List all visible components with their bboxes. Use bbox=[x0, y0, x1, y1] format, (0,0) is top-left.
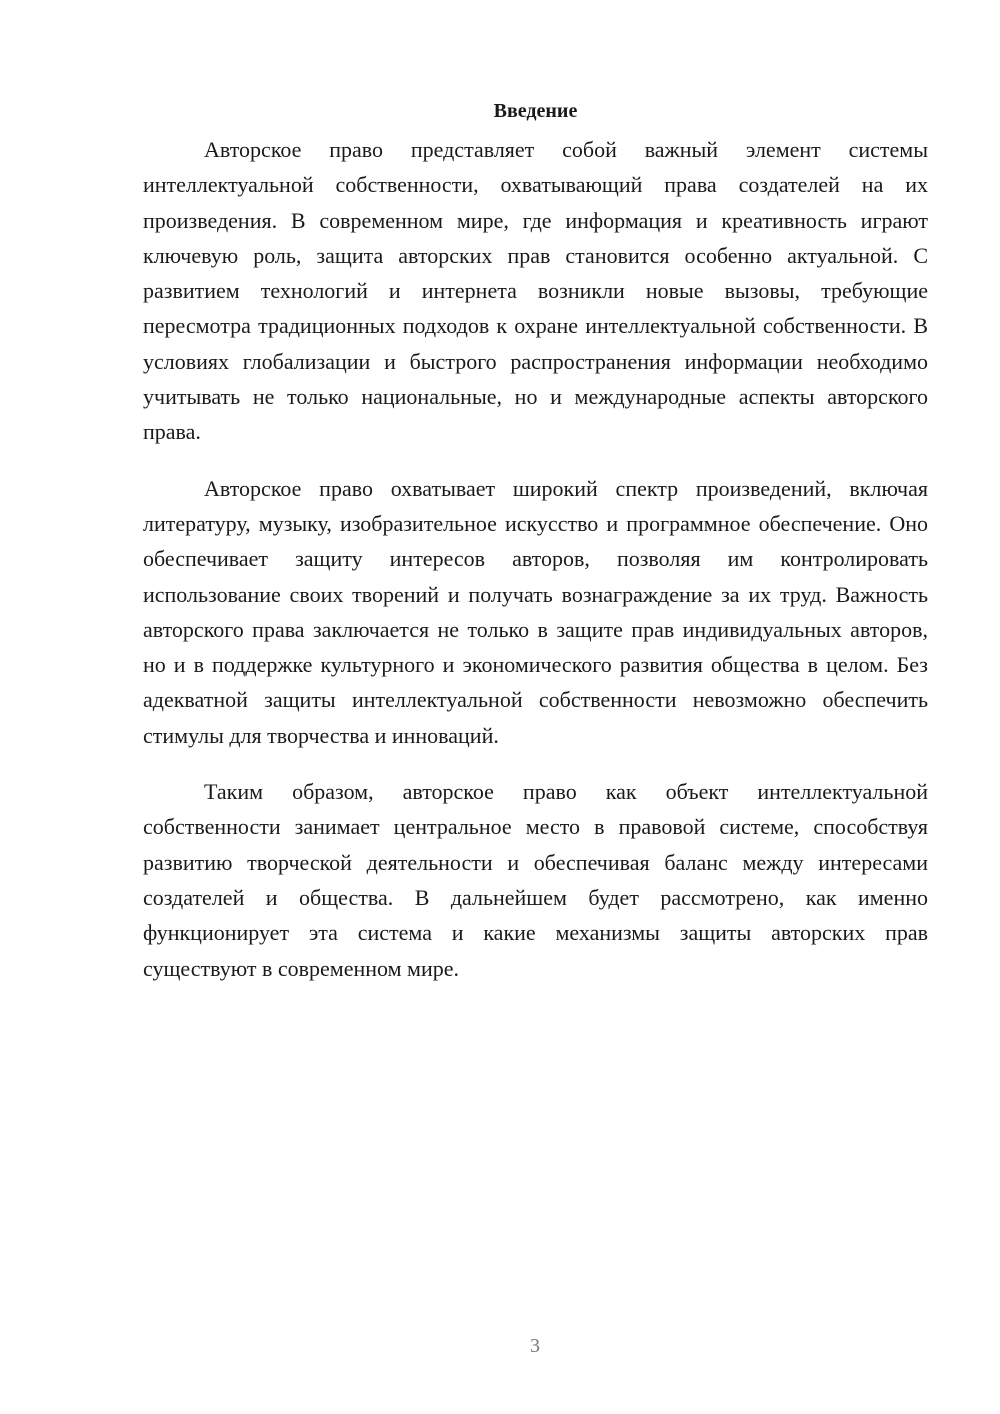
paragraph-3: Таким образом, авторское право как объект интеллектуальной собственности занимает центральное место в правовой системе, способствуя развитию творческой деятельности и обеспечивая баланс между интересами создателей и общества. В дальнейшем будет рассмотрено, как именно функционирует эта система и какие механизмы защиты авторских прав существуют в современном мире. bbox=[143, 779, 928, 981]
paragraph-2: Авторское право охватывает широкий спектр произведений, включая литературу, музыку, изобразительное искусство и программное обеспечение. Оно обеспечивает защиту интересов авторов, позволяя им контролировать использование своих творений и получать вознаграждение за их труд. Важность авторского права заключается не только в защите прав индивидуальных авторов, но и в поддержке культурного и экономического развития общества в целом. Без адекватной защиты интеллектуальной собственности невозможно обеспечить стимулы для творчества и инноваций. bbox=[143, 475, 928, 748]
section-heading: Введение bbox=[493, 100, 578, 122]
paragraph-1: Авторское право представляет собой важный элемент системы интеллектуальной собственности, охватывающий права создателей на их произведения. В современном мире, где информация и креативность играют ключевую роль, защита авторских прав становится особенно актуальной. С развитием технологий и интернета возникли новые вызовы, требующие пересмотра традиционных подходов к охране интеллектуальной собственности. В условиях глобализации и быстрого распространения информации необходимо учитывать не только национальные, но и международные аспекты авторского права. bbox=[143, 137, 928, 445]
page-content bbox=[143, 96, 928, 1007]
page-number: 3 bbox=[530, 1335, 540, 1357]
